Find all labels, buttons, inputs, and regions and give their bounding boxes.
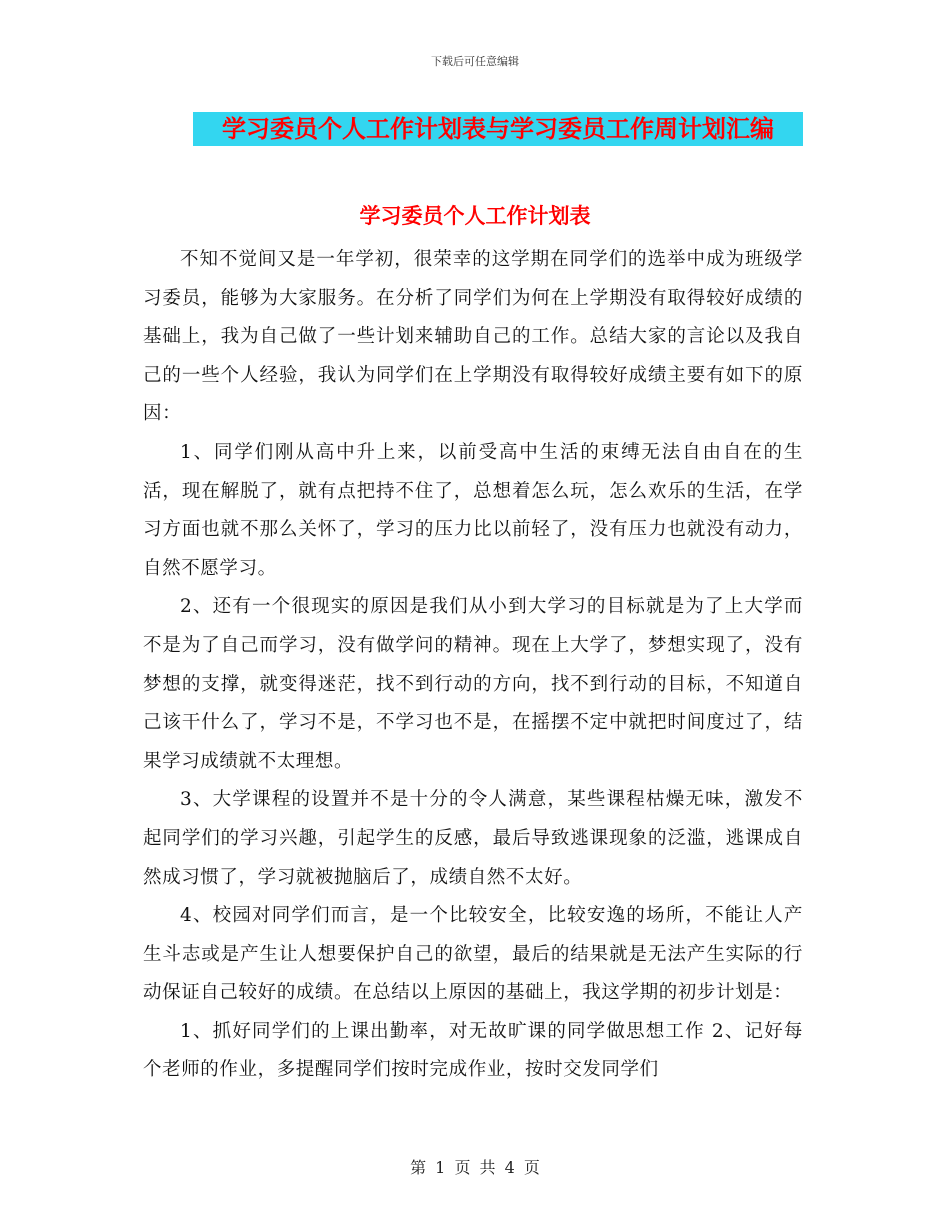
header-note: 下载后可任意编辑 [431, 55, 519, 68]
section-title: 学习委员个人工作计划表 [359, 204, 591, 228]
paragraph-reason-1: 1、同学们刚从高中升上来，以前受高中生活的束缚无法自由自在的生活，现在解脱了，就有点把持不住了，总想着怎么玩，怎么欢乐的生活，在学习方面也就不那么关怀了，学习的压力比以前轻了，没有压力也就没有动力，自然不愿学习。 [143, 441, 803, 579]
paragraph-reason-2: 2、还有一个很现实的原因是我们从小到大学习的目标就是为了上大学而不是为了自己而学习，没有做学问的精神。现在上大学了，梦想实现了，没有梦想的支撑，就变得迷茫，找不到行动的方向，找不到行动的目标，不知道自己该干什么了，学习不是，不学习也不是，在摇摆不定中就把时间度过了，结果学习成绩就不太理想。 [143, 596, 803, 772]
paragraph-intro: 不知不觉间又是一年学初，很荣幸的这学期在同学们的选举中成为班级学习委员，能够为大家服务。在分析了同学们为何在上学期没有取得较好成绩的基础上，我为自己做了一些计划来辅助自己的工作。总结大家的言论以及我自己的一些个人经验，我认为同学们在上学期没有取得较好成绩主要有如下的原因： [143, 249, 803, 425]
paragraph-reason-4: 4、校园对同学们而言，是一个比较安全，比较安逸的场所，不能让人产生斗志或是产生让人想要保护自己的欲望，最后的结果就是无法产生实际的行动保证自己较好的成绩。在总结以上原因的基础上，我这学期的初步计划是： [143, 905, 803, 1004]
paragraph-plan-1: 1、抓好同学们的上课出勤率，对无故旷课的同学做思想工作 2、记好每个老师的作业，多提醒同学们按时完成作业，按时交发同学们 [143, 1020, 803, 1081]
main-title-highlight [193, 112, 803, 146]
body-text [143, 241, 803, 1090]
main-title: 学习委员个人工作计划表与学习委员工作周计划汇编 [222, 115, 774, 143]
page-footer: 第 1 页 共 4 页 [410, 1158, 540, 1177]
paragraph-reason-3: 3、大学课程的设置并不是十分的令人满意，某些课程枯燥无味，激发不起同学们的学习兴趣，引起学生的反感，最后导致逃课现象的泛滥，逃课成自然成习惯了，学习就被抛脑后了，成绩自然不太好。 [143, 789, 803, 888]
